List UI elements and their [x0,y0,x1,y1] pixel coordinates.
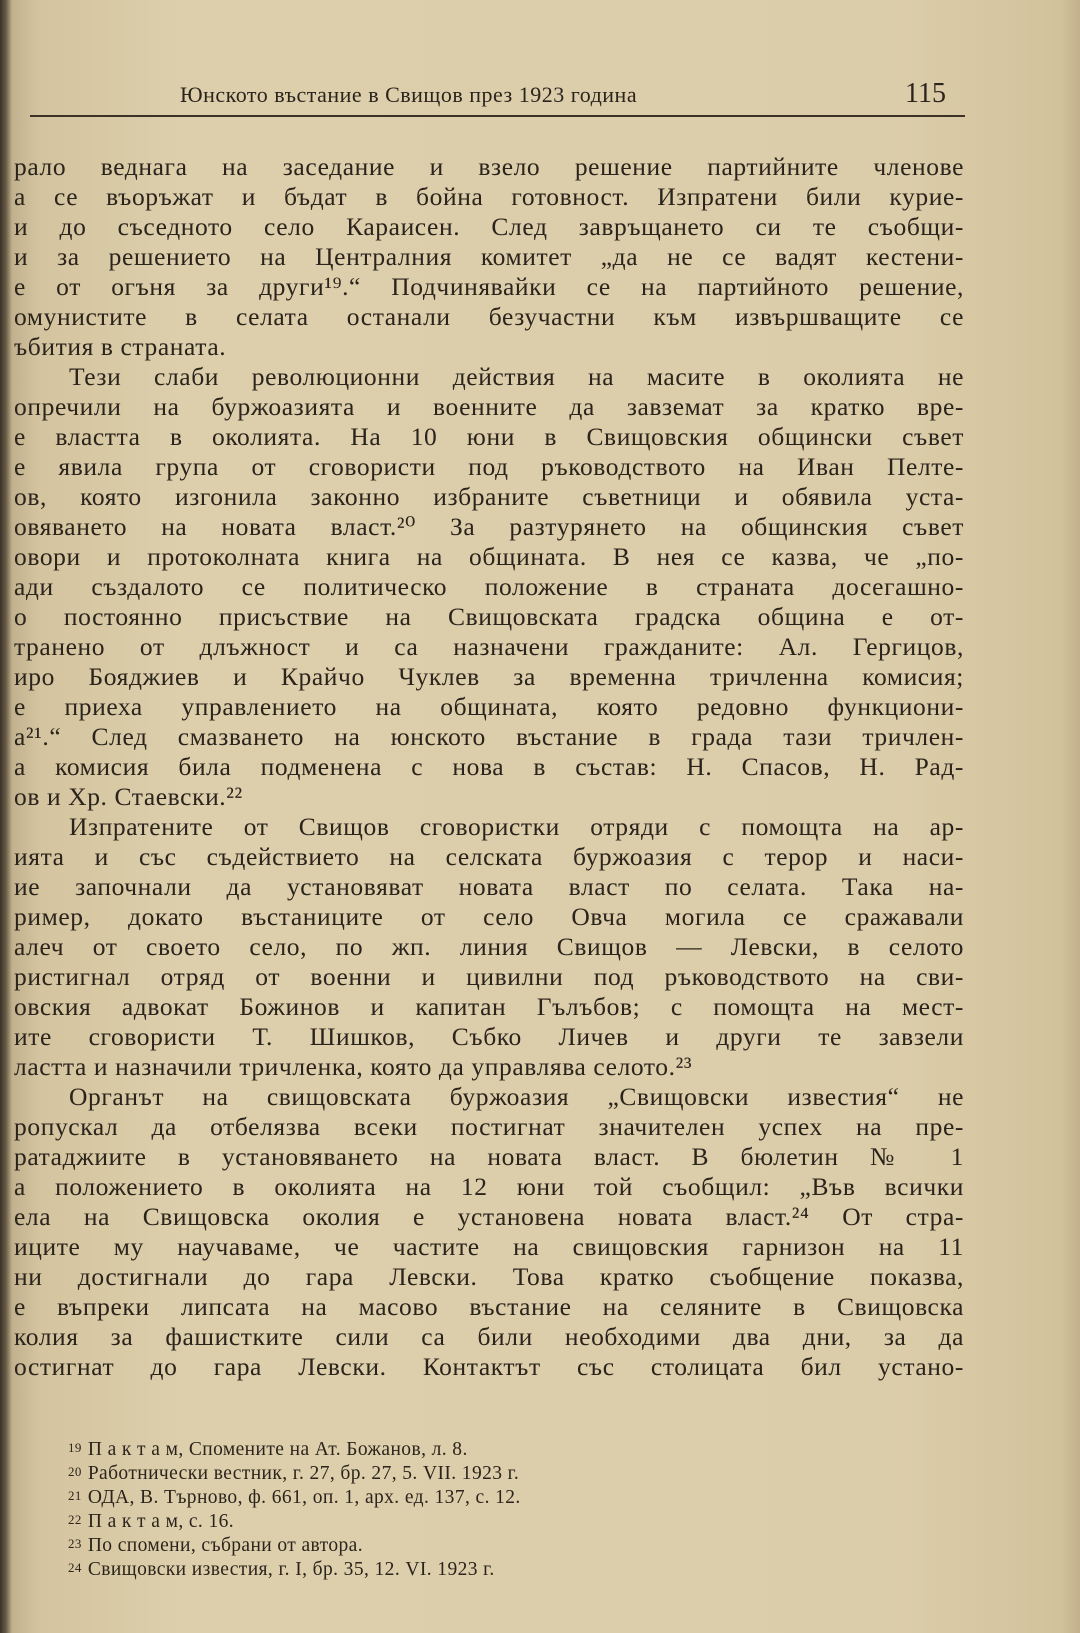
text-line-content: а положението в околията на 12 юни той съобщил: „Във всички [14,1172,964,1201]
text-line-content: овяването на новата власт.²⁰ За разтурянето на общинския съвет [14,512,964,541]
footnotes [68,1438,748,1582]
text-line [0,602,964,632]
text-line [0,302,964,332]
text-line-content: Изпратените от Свищов сговористки отряди с помощта на ар- [69,812,964,841]
text-line [0,1052,964,1082]
text-line [0,692,964,722]
text-line-content: е властта в околията. На 10 юни в Свищовския общински съвет [14,422,964,451]
footnote-text: П а к т а м, с. 16. [87,1511,235,1532]
text-line-content: опречили на буржоазията и военните да завземат за кратко вре- [14,392,964,421]
text-line-content: а комисия била подменена с нова в състав: Н. Спасов, Н. Рад- [14,752,964,781]
footnote-text: П а к т а м, Спомените на Ат. Божанов, л. 8. [87,1439,468,1460]
footnote-number: 24 [68,1560,82,1575]
text-line-content: ъбития в страната. [14,332,227,361]
text-line [0,872,964,902]
text-line [0,1172,964,1202]
text-line [0,1262,964,1292]
text-line [0,182,964,212]
text-line [0,572,964,602]
text-line [0,932,964,962]
text-line-content: транено от длъжност и са назначени гражданите: Ал. Гергицов, [14,632,964,661]
footnote-number: 22 [68,1512,82,1527]
text-line [0,1352,964,1382]
text-line [0,542,964,572]
text-line [0,452,964,482]
text-line [0,152,964,182]
text-line [0,1232,964,1262]
header-rule [30,115,965,117]
text-line-content: ни достигнали до гара Левски. Това кратко съобщение показва, [14,1262,964,1291]
text-line [0,332,964,362]
text-line [0,422,964,452]
footnote [68,1510,748,1534]
text-line [0,212,964,242]
text-line-content: овори и протоколната книга на общината. В нея се казва, че „по- [14,542,964,571]
text-line [0,1322,964,1352]
text-line-content: о постоянно присъствие на Свищовската градска община е от- [14,602,964,631]
text-line-content: е приеха управлението на общината, която редовно функциони- [14,692,964,721]
footnote-text: ОДА, В. Търново, ф. 661, оп. 1, арх. ед. 137, с. 12. [87,1487,521,1508]
text-line-content: остигнат до гара Левски. Контактът със столицата бил устано- [14,1352,964,1381]
text-line-content: овския адвокат Божинов и капитан Гълъбов; с помощта на мест- [14,992,964,1021]
text-line-content: е въпреки липсата на масово въстание на селяните в Свищовска [14,1292,964,1321]
text-line-content: е явила група от сговористи под ръководството на Иван Пелте- [14,452,964,481]
text-line-content: рало веднага на заседание и взело решение партийните членове [14,152,964,181]
text-line [0,1142,964,1172]
text-line-content: ади създалото се политическо положение в страната досегашно- [14,572,964,601]
text-line-content: е от огъня за други¹⁹.“ Подчинявайки се на партийното решение, [14,272,964,301]
footnote [68,1462,748,1486]
text-line-content: Органът на свищовската буржоазия „Свищовски известия“ не [69,1082,964,1111]
text-line [0,1022,964,1052]
text-line [0,782,964,812]
text-line [0,812,964,842]
text-line [0,842,964,872]
text-line-content: ластта и назначили тричленка, която да управлява селото.²³ [14,1052,693,1081]
text-line-content: ристигнал отряд от военни и цивилни под ръководството на сви- [14,962,964,991]
text-line [0,902,964,932]
text-line-content: и за решението на Централния комитет „да не се вадят кестени- [14,242,964,271]
text-line-content: иците му научаваме, че частите на свищовския гарнизон на 11 [14,1232,964,1261]
text-line-content: ията и със съдействието на селската буржоазия с терор и наси- [14,842,964,871]
text-line [0,272,964,302]
text-line-content: и до съседното село Караисен. След завръщането си те съобщи- [14,212,964,241]
text-line-content: Тези слаби революционни действия на масите в околията не [69,362,964,391]
text-line [0,632,964,662]
running-title: Юнското въстание в Свищов през 1923 година [180,82,638,107]
text-line-content: ропускал да отбелязва всеки постигнат значителен успех на пре- [14,1112,964,1141]
footnote-text: Свищовски известия, г. I, бр. 35, 12. VI. 1923 г. [87,1559,495,1580]
text-line [0,1292,964,1322]
text-line-content: ример, докато въстаниците от село Овча могила се сражавали [14,902,964,931]
text-line-content: ела на Свищовска околия е установена новата власт.²⁴ От стра- [14,1202,964,1231]
text-line-content: иро Бояджиев и Крайчо Чуклев за временна тричленна комисия; [14,662,964,691]
text-line [0,752,964,782]
footnote [68,1534,748,1558]
text-line [0,1082,964,1112]
text-line-content: омунистите в селата останали безучастни към извършващите се [14,302,964,331]
text-line [0,662,964,692]
text-line-content: ратаджиите в установяването на новата власт. В бюлетин № 1 [14,1142,964,1171]
text-line [0,722,964,752]
footnote [68,1558,748,1582]
text-line-content: а се въоръжат и бъдат в бойна готовност. Изпратени били курие- [14,182,964,211]
text-line-content: ов, която изгонила законно избраните съветници и обявила уста- [14,482,964,511]
footnote-number: 21 [68,1488,82,1503]
text-line [0,362,964,392]
text-line [0,962,964,992]
text-line [0,512,964,542]
text-line-content: алеч от своето село, по жп. линия Свищов — Левски, в селото [14,932,964,961]
text-line-content: ов и Хр. Стаевски.²² [14,782,243,811]
text-line-content: а²¹.“ След смазването на юнското въстание в града тази тричлен- [14,722,964,751]
footnote [68,1438,748,1462]
footnote [68,1486,748,1510]
text-line-content: колия за фашистките сили са били необходими два дни, за да [14,1322,964,1351]
text-line [0,1112,964,1142]
text-line [0,242,964,272]
text-line-content: ие започнали да установяват новата власт по селата. Така на- [14,872,964,901]
page-header [0,76,1080,120]
footnote-text: По спомени, събрани от автора. [87,1535,363,1556]
body-text [0,152,964,1382]
text-line [0,482,964,512]
text-line [0,992,964,1022]
text-line-content: ите сговористи Т. Шишков, Събко Личев и други те завзели [14,1022,964,1051]
footnote-number: 19 [68,1440,82,1455]
page-number: 115 [905,78,946,109]
footnote-number: 23 [68,1536,82,1551]
text-line [0,392,964,422]
footnote-number: 20 [68,1464,82,1479]
text-line [0,1202,964,1232]
footnote-text: Работнически вестник, г. 27, бр. 27, 5. VII. 1923 г. [87,1463,520,1484]
